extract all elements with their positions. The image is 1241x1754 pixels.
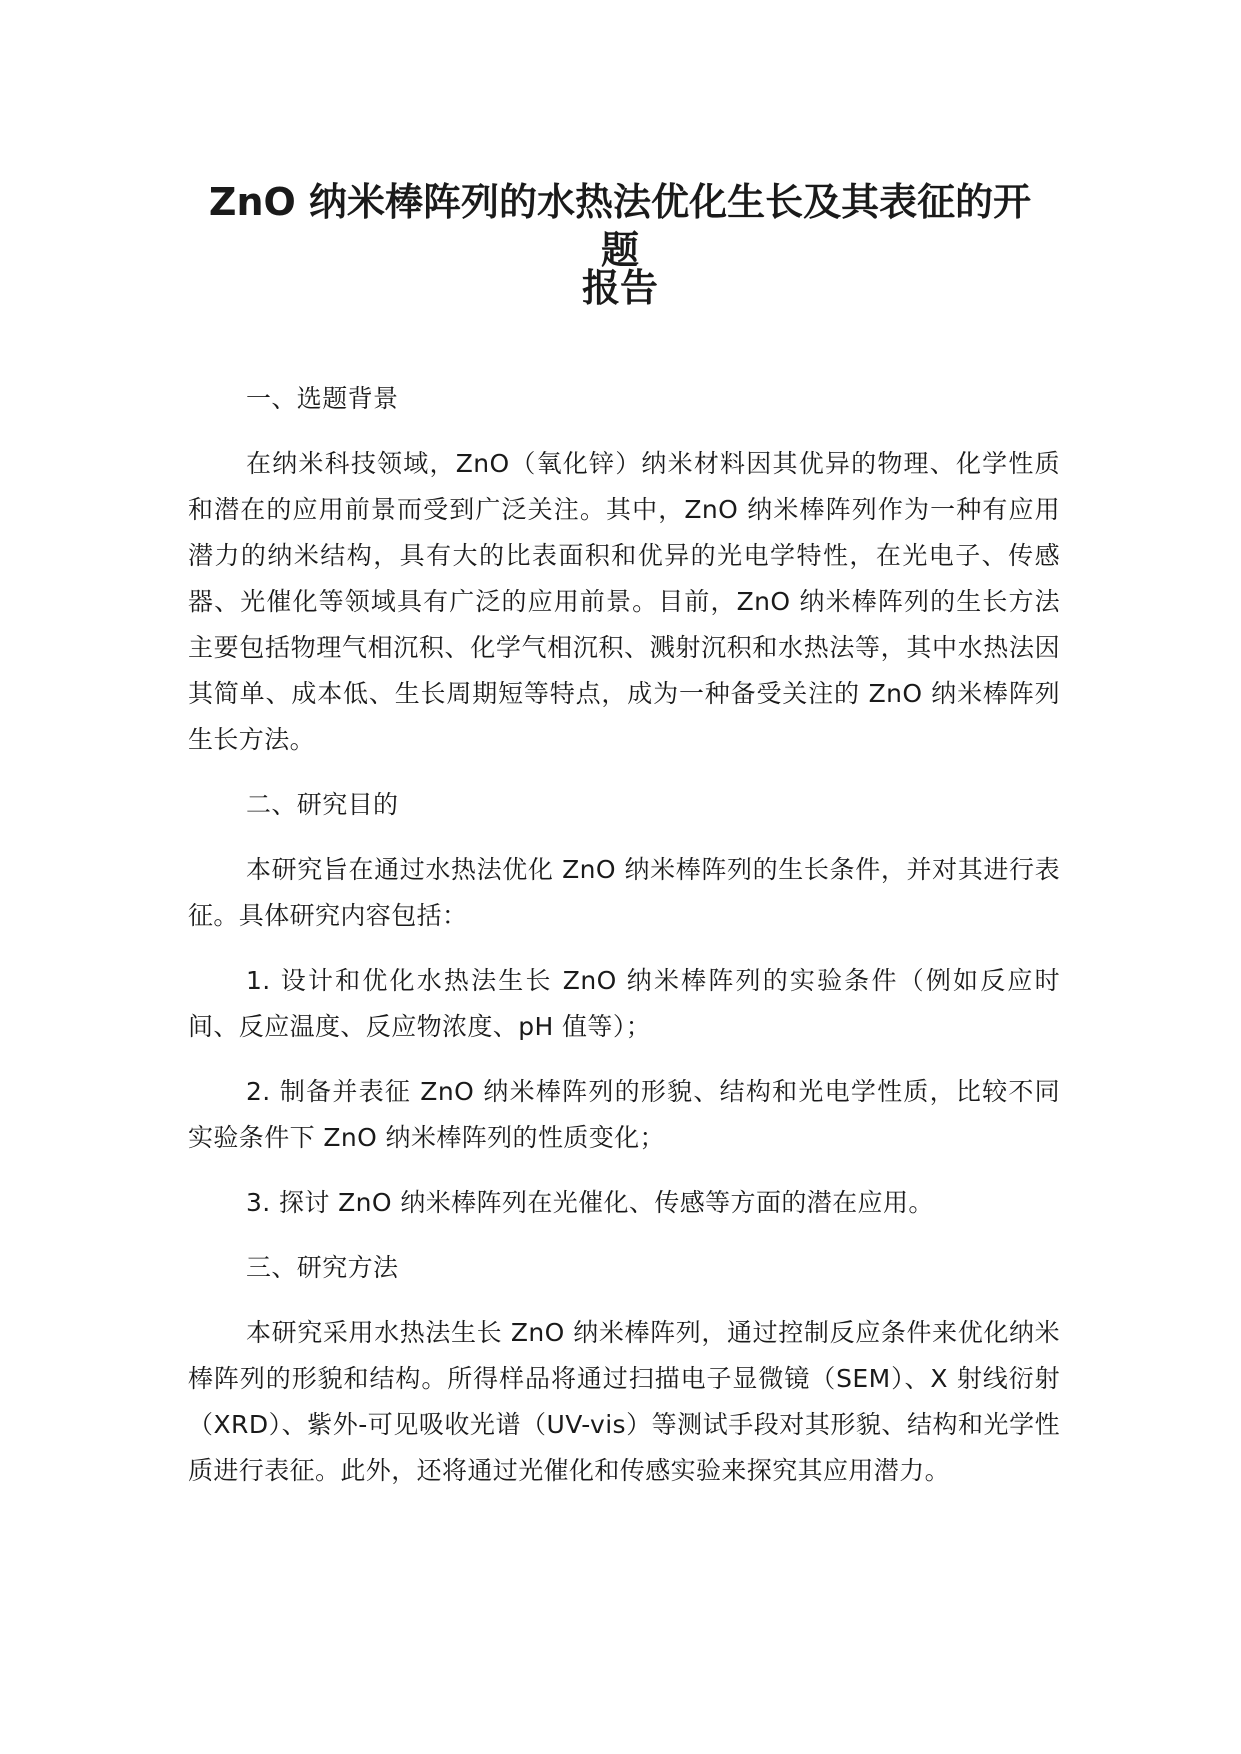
purpose-item-1: 1. 设计和优化水热法生长 ZnO 纳米棒阵列的实验条件（例如反应时间、反应温度、反应物浓度、pH 值等）； <box>188 966 1060 1041</box>
document-title-line-2: 报告 <box>581 266 658 310</box>
purpose-item-3: 3. 探讨 ZnO 纳米棒阵列在光催化、传感等方面的潜在应用。 <box>246 1188 934 1217</box>
background-paragraph: 在纳米科技领域，ZnO（氧化锌）纳米材料因其优异的物理、化学性质和潜在的应用前景而受到广泛关注。其中，ZnO 纳米棒阵列作为一种有应用潜力的纳米结构，具有大的比表面积和优异的光电学特性，在光电子、传感器、光催化等领域具有广泛的应用前景。目前，ZnO 纳米棒阵列的生长方法主要包括物理气相沉积、化学气相沉积、溅射沉积和水热法等，其中水热法因其简单、成本低、生长周期短等特点，成为一种备受关注的 ZnO 纳米棒阵列生长方法。 <box>188 449 1060 754</box>
purpose-paragraph: 本研究旨在通过水热法优化 ZnO 纳米棒阵列的生长条件，并对其进行表征。具体研究内容包括： <box>188 855 1060 930</box>
section-heading-background: 一、选题背景 <box>246 384 399 413</box>
section-heading-method: 三、研究方法 <box>246 1253 399 1282</box>
section-heading-purpose: 二、研究目的 <box>246 790 399 819</box>
method-paragraph: 本研究采用水热法生长 ZnO 纳米棒阵列，通过控制反应条件来优化纳米棒阵列的形貌和结构。所得样品将通过扫描电子显微镜（SEM）、X 射线衍射（XRD）、紫外-可见吸收光谱（UV-vis）等测试手段对其形貌、结构和光学性质进行表征。此外，还将通过光催化和传感实验来探究其应用潜力。 <box>188 1318 1060 1485</box>
document-title-line-1: ZnO 纳米棒阵列的水热法优化生长及其表征的开题 <box>208 180 1032 272</box>
purpose-item-2: 2. 制备并表征 ZnO 纳米棒阵列的形貌、结构和光电学性质，比较不同实验条件下 ZnO 纳米棒阵列的性质变化； <box>188 1077 1060 1152</box>
document-body <box>188 376 1060 1513</box>
